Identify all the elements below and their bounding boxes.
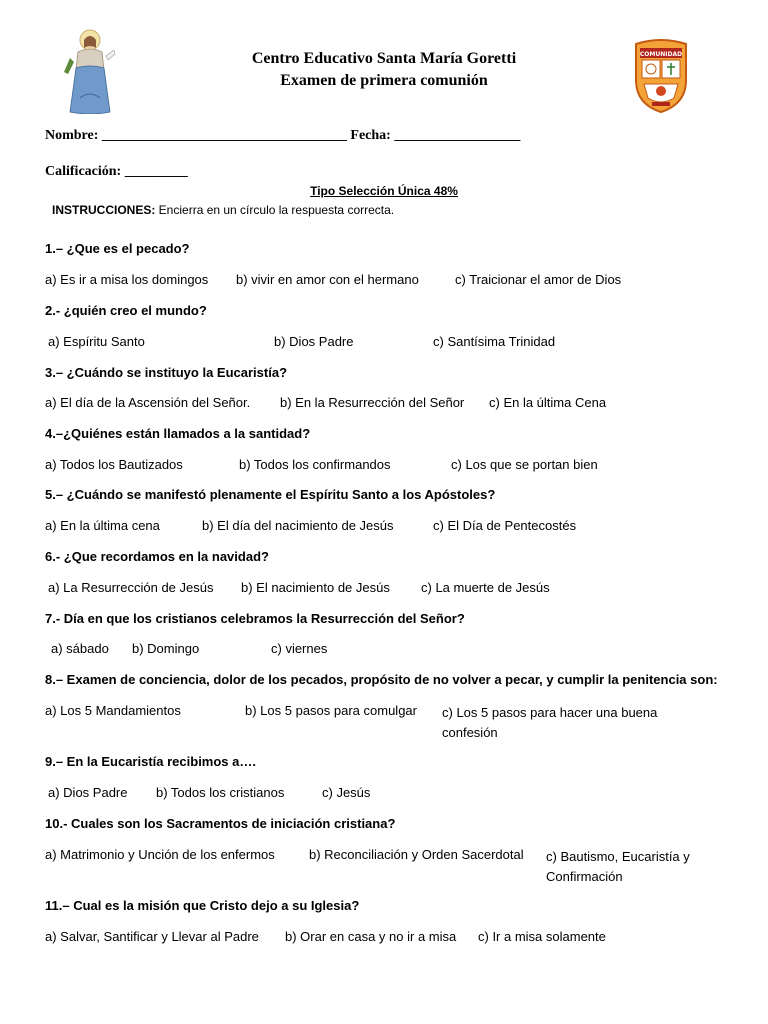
q10-option-b[interactable]: b) Reconciliación y Orden Sacerdotal xyxy=(309,847,524,862)
question-2: 2.- ¿quién creo el mundo? xyxy=(45,303,207,318)
q2-option-c[interactable]: c) Santísima Trinidad xyxy=(433,334,556,349)
school-name: Centro Educativo Santa María Goretti xyxy=(251,50,517,67)
q2-option-a[interactable]: a) Espíritu Santo xyxy=(48,334,145,349)
crest-banner: COMUNIDAD xyxy=(639,51,683,58)
question-8: 8.– Examen de conciencia, dolor de los pecados, propósito de no volver a pecar, y cumplir la penitencia son: xyxy=(45,672,718,687)
q2-option-b[interactable]: b) Dios Padre xyxy=(274,334,354,349)
q6-option-b[interactable]: b) El nacimiento de Jesús xyxy=(241,580,390,595)
section-title: Tipo Selección Única 48% xyxy=(310,184,458,198)
question-9: 9.– En la Eucaristía recibimos a…. xyxy=(45,754,256,769)
q4-option-c[interactable]: c) Los que se portan bien xyxy=(451,457,598,472)
q7-option-b[interactable]: b) Domingo xyxy=(132,641,200,656)
header xyxy=(0,48,768,92)
question-4: 4.–¿Quiénes están llamados a la santidad? xyxy=(45,426,311,441)
q9-option-c[interactable]: c) Jesús xyxy=(322,785,371,800)
q4-option-b[interactable]: b) Todos los confirmandos xyxy=(239,457,391,472)
question-7: 7.- Día en que los cristianos celebramos la Resurrección del Señor? xyxy=(45,611,465,626)
q11-option-b[interactable]: b) Orar en casa y no ir a misa xyxy=(285,929,457,944)
question-6: 6.- ¿Que recordamos en la navidad? xyxy=(45,549,269,564)
q7-option-a[interactable]: a) sábado xyxy=(51,641,109,656)
grade-field[interactable]: Calificación: _________ xyxy=(45,164,188,179)
q6-option-a[interactable]: a) La Resurrección de Jesús xyxy=(48,580,214,595)
q8-option-b[interactable]: b) Los 5 pasos para comulgar xyxy=(245,703,417,718)
q3-option-c[interactable]: c) En la última Cena xyxy=(489,395,607,410)
q9-option-b[interactable]: b) Todos los cristianos xyxy=(156,785,285,800)
q9-option-a[interactable]: a) Dios Padre xyxy=(48,785,128,800)
q8-option-a[interactable]: a) Los 5 Mandamientos xyxy=(45,703,181,718)
question-5: 5.– ¿Cuándo se manifestó plenamente el Espíritu Santo a los Apóstoles? xyxy=(45,487,496,502)
q10-option-c[interactable]: c) Bautismo, Eucaristía y Confirmación xyxy=(546,849,690,884)
instructions-label: INSTRUCCIONES: xyxy=(52,203,156,217)
instructions xyxy=(52,203,394,217)
question-1: 1.– ¿Que es el pecado? xyxy=(45,241,190,256)
q8-option-c[interactable]: c) Los 5 pasos para hacer una buena confesión xyxy=(442,705,658,740)
q1-option-c[interactable]: c) Traicionar el amor de Dios xyxy=(455,272,622,287)
q1-option-b[interactable]: b) vivir en amor con el hermano xyxy=(236,272,419,287)
name-date-row xyxy=(45,128,520,144)
q3-option-b[interactable]: b) En la Resurrección del Señor xyxy=(280,395,465,410)
q6-option-c[interactable]: c) La muerte de Jesús xyxy=(421,580,550,595)
q10-option-a[interactable]: a) Matrimonio y Unción de los enfermos xyxy=(45,847,275,862)
question-10: 10.- Cuales son los Sacramentos de iniciación cristiana? xyxy=(45,816,396,831)
q11-option-a[interactable]: a) Salvar, Santificar y Llevar al Padre xyxy=(45,929,259,944)
q4-option-a[interactable]: a) Todos los Bautizados xyxy=(45,457,183,472)
q5-option-a[interactable]: a) En la última cena xyxy=(45,518,160,533)
q5-option-c[interactable]: c) El Día de Pentecostés xyxy=(433,518,577,533)
q1-option-a[interactable]: a) Es ir a misa los domingos xyxy=(45,272,209,287)
name-field[interactable]: Nombre: ___________________________________ xyxy=(45,128,347,143)
q3-option-a[interactable]: a) El día de la Ascensión del Señor. xyxy=(45,395,251,410)
question-3: 3.– ¿Cuándo se instituyo la Eucaristía? xyxy=(45,365,288,380)
instructions-text: Encierra en un círculo la respuesta correcta. xyxy=(155,203,395,217)
q11-option-c[interactable]: c) Ir a misa solamente xyxy=(478,929,606,944)
q7-option-c[interactable]: c) viernes xyxy=(271,641,328,656)
question-11: 11.– Cual es la misión que Cristo dejo a su Iglesia? xyxy=(45,898,360,913)
exam-title: Examen de primera comunión xyxy=(280,72,488,89)
date-field[interactable]: Fecha: __________________ xyxy=(350,128,521,143)
q5-option-b[interactable]: b) El día del nacimiento de Jesús xyxy=(202,518,394,533)
